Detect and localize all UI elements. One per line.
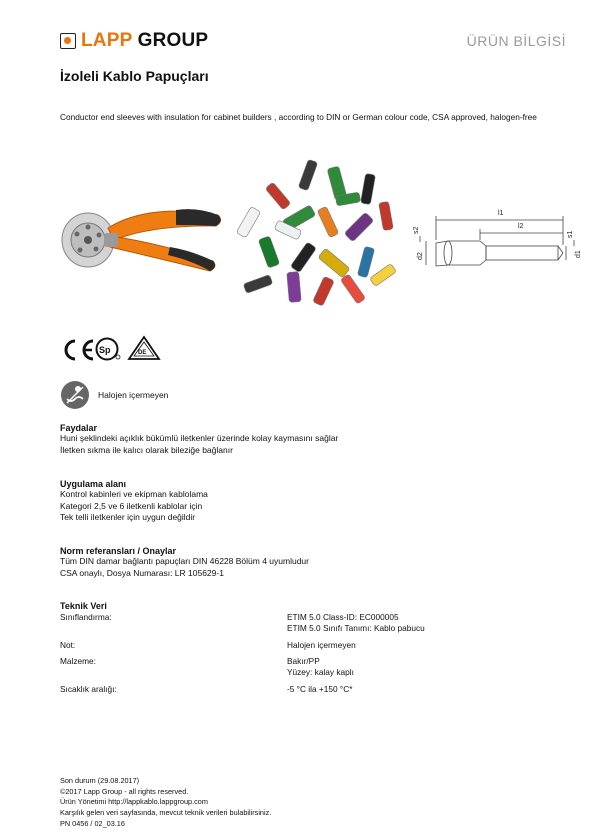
halogen-free-icon	[60, 380, 90, 410]
tech-heading: Teknik Veri	[60, 601, 107, 611]
benefits-line: İletken sıkma ile kalıcı olarak bileziğe bağlanır	[60, 444, 233, 455]
document-type: ÜRÜN BİLGİSİ	[466, 33, 566, 49]
logo-brand-text: LAPP	[81, 30, 133, 51]
halogen-free-label: Halojen içermeyen	[98, 390, 169, 400]
csa-mark-icon	[95, 336, 121, 362]
label-s2: s2	[413, 226, 420, 234]
norms-heading: Norm referansları / Onaylar	[60, 546, 177, 556]
ce-mark-icon	[60, 338, 96, 362]
tech-value-note: Halojen içermeyen	[287, 640, 356, 650]
benefits-section	[60, 423, 338, 456]
application-section	[60, 479, 208, 524]
tech-value-temperature: -5 °C ila +150 °C*	[287, 684, 353, 694]
label-l1: l1	[498, 210, 504, 217]
logo-wordmark	[81, 30, 208, 52]
tech-value-material: Yüzey: kalay kaplı	[287, 667, 354, 677]
vde-mark-icon	[127, 335, 161, 361]
label-d2: d2	[417, 252, 424, 260]
norms-line: CSA onaylı, Dosya Numarası: LR 105629-1	[60, 567, 224, 578]
crimping-tool-image	[58, 195, 228, 280]
application-heading: Uygulama alanı	[60, 479, 127, 489]
tech-value-classification: ETIM 5.0 Sınıfı Tanımı: Kablo pabucu	[287, 623, 425, 633]
logo-mark-icon	[60, 33, 76, 49]
footer-line: ©2017 Lapp Group - all rights reserved.	[60, 786, 189, 796]
application-line: Kontrol kabinleri ve ekipman kablolama	[60, 489, 208, 499]
logo-group-text: GROUP	[132, 30, 209, 51]
label-d1: d1	[575, 250, 582, 258]
product-description: Conductor end sleeves with insulation for cabinet builders , according to DIN or German colour code, CSA approved, halogen-free	[60, 112, 537, 122]
svg-text:DE: DE	[138, 350, 147, 356]
lapp-group-logo	[60, 30, 208, 52]
label-s1: s1	[567, 230, 574, 238]
dimension-diagram	[408, 198, 583, 278]
benefits-heading: Faydalar	[60, 423, 98, 433]
product-title: İzoleli Kablo Papuçları	[60, 68, 209, 84]
tech-label-classification: Sınıflandırma:	[60, 612, 112, 622]
svg-text:Sp: Sp	[99, 345, 111, 355]
footer-line: Son durum (29.08.2017)	[60, 776, 140, 785]
footer-line: PN 0456 / 02_03.16	[60, 818, 125, 828]
norms-section	[60, 546, 309, 579]
application-line: Kategori 2,5 ve 6 iletkenli kablolar için	[60, 500, 203, 511]
norms-line: Tüm DIN damar bağlantı papuçları DIN 46228 Bölüm 4 uyumludur	[60, 556, 309, 566]
application-line: Tek telli iletkenler için uygun değildir	[60, 512, 196, 522]
tech-label-temperature: Sıcaklık aralığı:	[60, 684, 117, 694]
tech-label-note: Not:	[60, 640, 76, 650]
footer-line: Ürün Yönetimi http://lappkablo.lappgroup.com	[60, 797, 208, 807]
footer-line: Karşılık gelen veri sayfasında, mevcut teknik verileri bulabilirsiniz.	[60, 808, 272, 818]
label-l2: l2	[518, 223, 524, 230]
ferrules-image	[233, 152, 405, 312]
tech-value-classification: ETIM 5.0 Class-ID: EC000005	[287, 612, 399, 622]
tech-label-material: Malzeme:	[60, 656, 96, 666]
benefits-line: Huni şeklindeki açıklık bükümlü iletkenler üzerinde kolay kaymasını sağlar	[60, 433, 339, 443]
tech-value-material: Bakır/PP	[287, 656, 320, 666]
footer	[60, 776, 271, 830]
